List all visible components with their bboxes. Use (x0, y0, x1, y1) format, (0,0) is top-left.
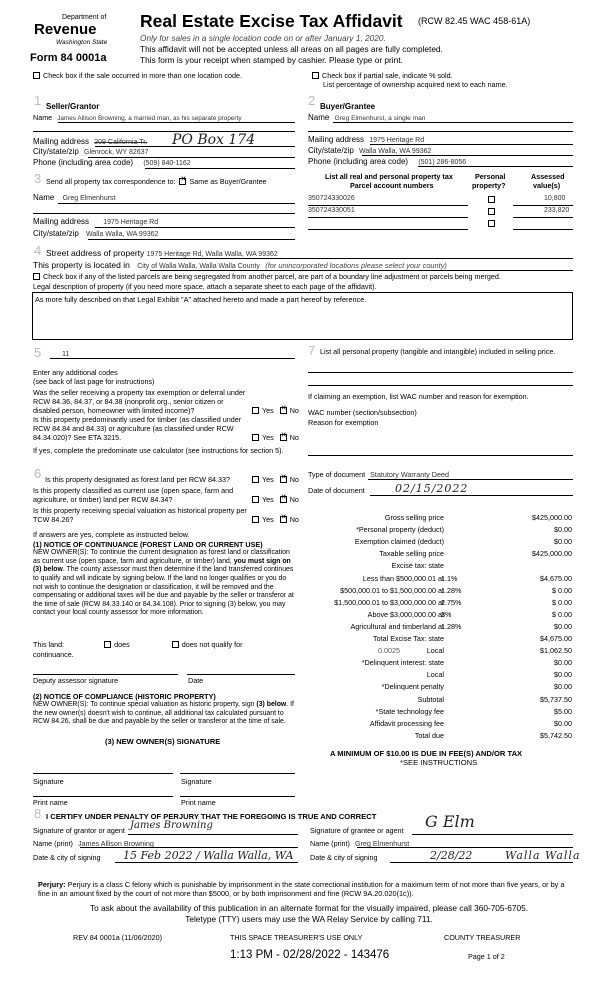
notice-2-body-a: NEW OWNER(S): To continue special valuation as historic property, sign (33, 701, 257, 708)
tax-row (308, 695, 572, 707)
notice-1-body-c: . The county assessor must then determine if the land transferred continues to qualify and will indicate by signing below. If the land no longer qualifies or you do not wish to continue the designation or classification, it will be removed and the compensating or additional taxes will be due and payable by the seller or transferor at the time of sale (RCW 84.33.140 or 84.34.108). Prior to signing (3) below, you may contact your local county assessor for more information. (33, 566, 294, 617)
notice-1-body-b: you must sign on (3) below (33, 557, 291, 574)
no-checkbox[interactable] (280, 407, 287, 414)
tax-row-value: $0.00 (554, 537, 572, 547)
buyer-name-field[interactable]: Greg Elmenhurst, a single man (334, 115, 426, 122)
assessed-header-2: value(s) (533, 181, 561, 190)
grantor-signature-label: Signature of grantor or agent (33, 826, 125, 835)
corr-row (46, 177, 267, 186)
tax-row (308, 707, 572, 719)
tax-row-value: $ 0.00 (552, 597, 572, 607)
sec5-q2-answer (252, 433, 299, 442)
parcel-number[interactable]: 350724330051 (308, 207, 355, 214)
notice-2-body-c: . If the new owner(s) doesn't wish to continue, all additional tax calculated pursuant to RCW 84.26, shall be due and payable by the seller or transferor at the time of sale. (33, 701, 294, 726)
tax-row-label: Affidavit processing fee (369, 718, 444, 728)
dept-line: Department of (62, 14, 107, 21)
tax-row (308, 658, 572, 670)
tax-row-rate: 3% (441, 609, 452, 619)
label: City/state/zip (308, 146, 354, 155)
tax-row-label: Subtotal (417, 694, 444, 704)
tax-row-label: *Delinquent penalty (381, 682, 444, 692)
does-not-checkbox[interactable] (172, 641, 179, 648)
wac-label: WAC number (section/subsection) (308, 408, 417, 417)
page-number: Page 1 of 2 (468, 952, 505, 961)
corr-text: Send all property tax correspondence to: (46, 177, 176, 186)
form-title: Real Estate Excise Tax Affidavit (140, 11, 403, 31)
form-rcw: (RCW 82.45 WAC 458-61A) (418, 16, 531, 26)
label: City/state/zip (33, 147, 79, 156)
seller-heading: Seller/Grantor (46, 102, 100, 111)
grantor-name-field[interactable]: James Allison Browning (77, 839, 154, 848)
doc-date-label: Date of document (308, 486, 365, 495)
tax-row-label: $1,500,000.01 to $3,000,000.00 at (334, 597, 444, 607)
tax-row-label: Gross selling price (384, 513, 444, 522)
tax-row-label: Taxable selling price (379, 549, 444, 559)
multi-location-check[interactable] (33, 71, 242, 80)
tax-row-label: Less than $500,000.01 at (362, 573, 444, 583)
this-land-label: This land: (33, 640, 65, 649)
checkbox[interactable] (33, 273, 40, 280)
tax-row-label: *Personal property (deduct) (356, 525, 444, 535)
perjury-notice (38, 880, 568, 898)
corr-name-field[interactable]: Greg Elmenhurst (62, 195, 116, 202)
tax-row-value: $425,000.00 (532, 513, 572, 522)
personal-checkbox[interactable] (488, 220, 495, 227)
tax-row (308, 719, 572, 731)
checkbox[interactable] (312, 72, 319, 79)
perjury-text: Perjury is a class C felony which is punishable by imprisonment in the state correctional institution for a maximum term of not more than five years, or by a fine in an amount fixed by the court of not more than $5000, or by both imprisonment and fine (RCW 9A.20.020(1c)). (38, 880, 565, 899)
no-checkbox[interactable] (280, 434, 287, 441)
tax-row-value: $4,675.00 (540, 634, 572, 643)
label: Mailing address (308, 135, 365, 144)
tax-row (308, 586, 572, 598)
tax-row-label: *Delinquent interest: state (361, 658, 444, 668)
personal-property-label: List all personal property (tangible and intangible) included in selling price. (320, 347, 556, 356)
tax-row-value: $0.00 (554, 525, 572, 535)
tax-row-label: Agricultural and timberland at (350, 621, 444, 631)
tax-row (308, 610, 572, 622)
sec6-q1: Is this property designated as forest land per RCW 84.33? (45, 475, 230, 484)
no-checkbox[interactable] (280, 476, 287, 483)
owner-print-name-1: Print name (33, 798, 68, 807)
label: Mailing address (33, 217, 90, 226)
legal-description: As more fully described on that Legal Exhibit "A" attached hereto and made a part hereof by reference. (35, 295, 367, 304)
parcel-row (308, 195, 573, 205)
notice-3-title: (3) NEW OWNER(S) SIGNATURE (105, 737, 221, 746)
does-not-label: does not qualify for (181, 640, 243, 649)
buyer-mail-field[interactable]: 1975 Heritage Rd (369, 137, 425, 144)
yes-checkbox[interactable] (252, 516, 259, 523)
grantee-signature[interactable]: G Elm (425, 812, 475, 831)
additional-codes-hint: (see back of last page for instructions) (33, 377, 155, 386)
tax-row-value: $4,675.00 (540, 573, 572, 583)
label: Mailing address (33, 137, 90, 146)
certify-text: I CERTIFY UNDER PENALTY OF PERJURY THAT THE FOREGOING IS TRUE AND CORRECT (46, 812, 377, 821)
notice-1-body-a: NEW OWNER(S): To continue the current designation as forest land or classification as current use (open space, farm and agriculture, or timber) land, (33, 549, 290, 565)
sec6-q2: Is this property classified as current use (open space, farm and agriculture, or timber) land per RCW 84.34? (33, 486, 234, 504)
personal-checkbox[interactable] (488, 208, 495, 215)
tax-row-label: Excise tax: state (391, 561, 444, 571)
same-as-buyer-label: Same as Buyer/Grantee (189, 177, 267, 186)
tax-row-rate: 1.28% (441, 621, 462, 631)
tax-row (308, 634, 572, 646)
no-label: No (289, 475, 299, 484)
sub-line-3 (140, 55, 403, 65)
grantor-date-city[interactable]: 15 Feb 2022 / Walla Walla, WA (123, 849, 294, 862)
label: Phone (including area code) (308, 157, 409, 166)
alt-format-notice: To ask about the availability of this publication in an alternate format for the visually impaired, please call 360-705-6705. (89, 903, 529, 913)
buyer-phone-field[interactable]: (501) 286-8056 (418, 159, 467, 166)
tax-row (308, 598, 572, 610)
grantee-date-label: Date & city of signing (310, 853, 378, 862)
personal-checkbox[interactable] (488, 196, 495, 203)
minimum-due-notice: A MINIMUM OF $10.00 IS DUE IN FEE(S) AND/OR TAX (330, 749, 523, 758)
notice-2-body (33, 701, 295, 727)
section-7-number: 7 (308, 343, 316, 358)
tax-row (308, 574, 572, 586)
tax-row-value: $0.00 (554, 670, 572, 680)
treasurer-use-label: THIS SPACE TREASURER'S USE ONLY (230, 933, 363, 942)
no-checkbox[interactable] (280, 496, 287, 503)
dor-logo (34, 14, 116, 52)
continuance-label: continuance. (33, 650, 74, 659)
tax-row-label: Exemption claimed (deduct) (354, 537, 444, 547)
grantee-name-field[interactable]: Greg Elmenhurst (354, 839, 410, 848)
no-label: No (289, 433, 299, 442)
yes-checkbox[interactable] (252, 407, 259, 414)
tax-row (308, 561, 572, 573)
label: Street address of property (46, 248, 145, 258)
tax-row-label: $500,000.01 to $1,500,000.00 at (340, 585, 444, 595)
tax-row (308, 670, 572, 682)
owner-signature-label-1: Signature (33, 777, 64, 786)
parcel-number[interactable]: 350724330026 (308, 195, 355, 202)
section-6-number: 6 (34, 466, 42, 481)
section-1-number: 1 (34, 93, 42, 108)
no-label: No (289, 515, 299, 524)
yes-label: Yes (262, 515, 274, 524)
yes-label: Yes (262, 475, 274, 484)
yes-checkbox[interactable] (252, 434, 259, 441)
tax-row-label: *State technology fee (375, 706, 444, 716)
tax-row (308, 731, 572, 743)
sec6-q1-answer (252, 475, 299, 484)
reason-label: Reason for exemption (308, 418, 379, 427)
sub-line-2: This affidavit will not be accepted unless all areas on all pages are fully completed. (140, 44, 443, 54)
yes-checkbox[interactable] (252, 496, 259, 503)
sec6-q2-answer (252, 495, 299, 504)
grantee-signature-label: Signature of grantee or agent (310, 826, 404, 835)
location-field[interactable]: City of Walla Walla, Walla Walla County (137, 263, 260, 270)
doc-type-field[interactable]: Statutory Warranty Deed (370, 470, 449, 479)
no-checkbox[interactable] (280, 516, 287, 523)
corr-mail-field[interactable]: 1975 Heritage Rd (103, 219, 159, 226)
notice-1-body (33, 549, 295, 618)
tax-row-label: Local (426, 646, 444, 656)
tax-row (308, 525, 572, 537)
sec5-q1-answer (252, 406, 299, 415)
personal-header-1: Personal (475, 172, 506, 181)
seller-mail-handwritten: PO Box 174 (172, 132, 256, 148)
deputy-signature-label: Deputy assessor signature (33, 676, 119, 685)
tax-row (308, 537, 572, 549)
seller-phone-field[interactable]: (509) 840-1162 (143, 160, 191, 167)
tax-row-rate: 1.1% (441, 573, 458, 583)
sec6-q3-answer (252, 515, 299, 524)
tax-row-value: $5,737.50 (540, 694, 572, 704)
location-hint: (for unincorporated locations please select your county) (265, 261, 447, 270)
cashier-stamp: 1:13 PM - 02/28/2022 - 143476 (230, 949, 390, 961)
partial-sale-label: Check box if partial sale, indicate % sold. (322, 71, 453, 80)
owner-signature-label-2: Signature (181, 777, 212, 786)
tax-row-value: $5.00 (554, 706, 572, 716)
grantee-date[interactable]: 2/28/22 (430, 849, 473, 862)
see-instructions: *SEE INSTRUCTIONS (400, 758, 478, 767)
does-checkbox[interactable] (104, 641, 111, 648)
grantor-signature[interactable]: James Browning (130, 820, 213, 831)
buyer-heading: Buyer/Grantee (320, 102, 376, 111)
tax-row-value: $5,742.50 (540, 730, 572, 740)
no-label: No (289, 495, 299, 504)
sub-line-1: Only for sales in a single location code on or after January 1, 2020. (140, 33, 386, 43)
assessed-value[interactable]: 233,820 (544, 207, 570, 214)
tax-row-value: $0.00 (554, 718, 572, 728)
checkbox[interactable] (33, 72, 40, 79)
sec5-q1: Was the seller receiving a property tax exemption or deferral under RCW 84.36, 84.37, or 84.38 (nonprofit org., senior citizen or disabled person, homeowner with limited income)? (33, 388, 246, 415)
sec5-q2: Is this property predominantly used for timber (as classified under RCW 84.84 and 84.33) or agriculture (as classified under RCW 84.34.020)? See ETA 3215. (33, 415, 242, 442)
doc-type-row (308, 470, 449, 479)
grantor-date-label: Date & city of signing (33, 853, 101, 862)
partial-sale-check[interactable] (312, 71, 453, 80)
this-land-row (33, 640, 295, 649)
county-treasurer-label: COUNTY TREASURER (444, 933, 521, 942)
legal-description-box[interactable] (32, 292, 573, 340)
if-yes-text: If answers are yes, complete as instructed below. (33, 530, 190, 539)
sec6-q3: Is this property receiving special valuation as historical property per TCW 84.26? (33, 506, 247, 524)
notice-2-body-b: (3) below (256, 701, 287, 708)
parcel-header-1: List all real and personal property tax (325, 172, 453, 181)
segregated-check[interactable] (33, 272, 578, 281)
parcel-row (308, 219, 573, 229)
yes-label: Yes (262, 495, 274, 504)
section-3-number: 3 (34, 171, 42, 186)
label: This property is located in (33, 260, 130, 270)
tax-row-value: $0.00 (554, 621, 572, 631)
segregated-label: Check box if any of the listed parcels are being segregated from another parcel, are part of a boundary line adjustment or parcels being merged. (43, 272, 501, 281)
seller-name-field[interactable]: James Allison Browning, a married man, as his separate property (57, 115, 242, 122)
additional-codes-label: Enter any additional codes (33, 368, 118, 377)
claim-exemption-label: If claiming an exemption, list WAC number and reason for exemption. (308, 392, 529, 401)
label: Name (33, 113, 53, 122)
tax-row-value: $1,062.50 (540, 646, 572, 656)
notice-1-title: (1) NOTICE OF CONTINUANCE (FOREST LAND OR CURRENT USE) (33, 540, 263, 549)
sub-line-3-text: This form is your receipt when stamped by cashier. Please type or print. (140, 55, 403, 65)
tty-notice: Teletype (TTY) users may use the WA Relay Service by calling 711. (185, 914, 433, 924)
partial-list-label: List percentage of ownership acquired next to each name. (323, 80, 508, 89)
assessed-value[interactable]: 10,800 (544, 195, 566, 202)
legal-label: Legal description of property (if you need more space, attach a separate sheet to each page of the affidavit). (33, 282, 377, 291)
personal-header-2: property? (472, 181, 506, 190)
corr-city-field[interactable]: Walla Walla, WA 99362 (86, 231, 159, 238)
label: Phone (including area code) (33, 158, 134, 167)
parcel-row (308, 207, 573, 217)
label: Name (308, 113, 330, 122)
section-2-number: 2 (308, 93, 316, 108)
dept-state: Washington State (56, 39, 108, 46)
tax-row (308, 646, 572, 658)
dept-name: Revenue (34, 21, 97, 38)
multi-location-label: Check box if the sale occurred in more than one location code. (43, 71, 242, 80)
tax-row-label: Above $3,000,000.00 at (367, 609, 444, 619)
seller-mail-struck: 209 California Tr. (94, 139, 148, 146)
tax-row-value: $425,000.00 (532, 549, 572, 559)
tax-row-label: Total Excise Tax: state (373, 634, 444, 643)
assessed-header-1: Assessed (531, 172, 565, 181)
yes-label: Yes (262, 433, 274, 442)
section-5-number: 5 (34, 345, 42, 360)
sec5-q3: If yes, complete the predominate use calculator (see instructions for section 5). (33, 446, 284, 455)
deputy-date-label: Date (188, 676, 204, 685)
form-number: Form 84 0001a (30, 52, 107, 64)
tax-row-rate: 2.75% (441, 597, 462, 607)
tax-row-label: Local (426, 670, 444, 680)
revision-label: REV 84 0001a (11/06/2020) (73, 933, 162, 942)
yes-checkbox[interactable] (252, 476, 259, 483)
tax-row-value: $ 0.00 (552, 585, 572, 595)
buyer-city-field[interactable]: Walla Walla, WA 99362 (359, 148, 432, 155)
tax-row-value: $ 0.00 (552, 609, 572, 619)
label: Type of document (308, 470, 366, 479)
tax-row (308, 549, 572, 561)
no-label: No (289, 406, 299, 415)
grantee-city[interactable]: Walla Walla (505, 849, 581, 862)
tax-row-value: $0.00 (554, 658, 572, 668)
label: Name (print) (33, 839, 73, 848)
label: Name (33, 193, 55, 202)
notice-2-title: (2) NOTICE OF COMPLIANCE (HISTORIC PROPERTY) (33, 692, 216, 701)
section-8-number: 8 (34, 806, 42, 821)
street-field[interactable]: 1975 Heritage Rd, Walla Walla, WA 99362 (146, 251, 278, 258)
tax-row-rate: 1.28% (441, 585, 462, 595)
tax-row-value: $0.00 (554, 682, 572, 692)
perjury-label: Perjury: (38, 880, 66, 889)
owner-print-name-2: Print name (181, 798, 216, 807)
land-use-code[interactable]: 11 (62, 349, 70, 358)
tax-row (308, 622, 572, 634)
yes-label: Yes (262, 406, 274, 415)
parcel-header-2: Parcel account numbers (350, 181, 434, 190)
does-label: does (114, 640, 130, 649)
section-4-number: 4 (34, 243, 42, 258)
same-as-buyer-checkbox[interactable] (179, 178, 186, 185)
tax-row (308, 682, 572, 694)
seller-city-field[interactable]: Glenrock, WY 82637 (84, 149, 149, 156)
doc-date-field[interactable]: 02/15/2022 (395, 482, 469, 495)
label: Name (print) (310, 839, 350, 848)
tax-row (308, 513, 572, 525)
label: City/state/zip (33, 229, 79, 238)
tax-row-rate: 0.0025 (378, 646, 400, 656)
tax-row-label: Total due (414, 730, 444, 740)
